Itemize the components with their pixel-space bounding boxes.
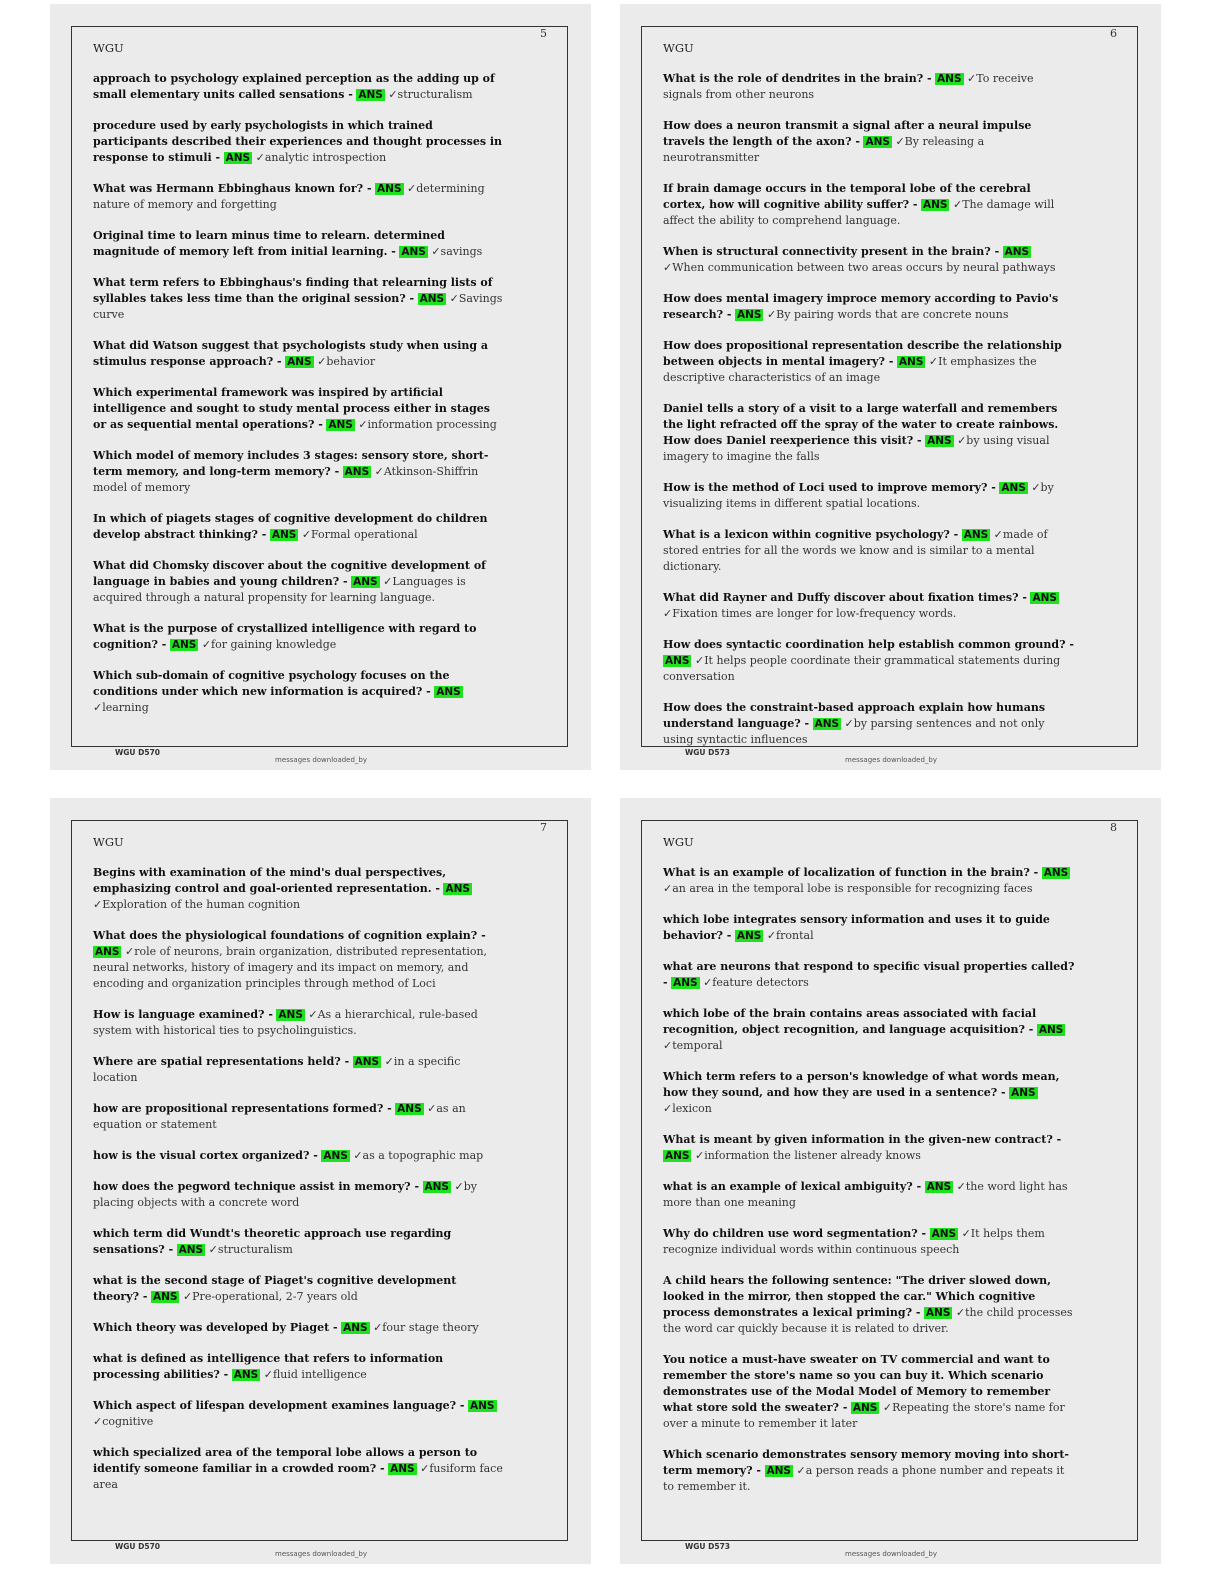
question-text: How is the method of Loci used to improve memory? - xyxy=(663,481,996,494)
qa-item xyxy=(93,511,505,543)
answer-text: ✓By pairing words that are concrete nouns xyxy=(766,308,1009,321)
answer-badge: ANS xyxy=(931,1228,957,1240)
question-text: What did Chomsky discover about the cognitive development of language in babies and young children? - xyxy=(93,559,486,588)
question-text: You notice a must-have sweater on TV commercial and want to remember the store's name so you can buy it. Which scenario demonstrates use of the Modal Model of Memory to remember what store sold the sweater? - xyxy=(663,1353,1051,1414)
answer-badge: ANS xyxy=(445,883,470,895)
answer-badge: ANS xyxy=(852,1402,878,1414)
qa-item xyxy=(663,1179,1075,1211)
qa-item xyxy=(663,865,1075,897)
qa-item xyxy=(93,558,505,606)
answer-text: ✓The damage will affect the ability to comprehend language. xyxy=(663,198,1055,227)
answer-text: ✓a person reads a phone number and repeats it to remember it. xyxy=(663,1464,1065,1493)
answer-text: ✓by parsing sentences and not only using syntactic influences xyxy=(663,717,1045,746)
answer-text: ✓information processing xyxy=(358,418,497,431)
answer-badge: ANS xyxy=(271,529,297,541)
question-text: What is a lexicon within cognitive psychology? - xyxy=(663,528,959,541)
qa-item xyxy=(93,228,505,260)
qa-item xyxy=(663,291,1075,323)
answer-text: ✓It helps people coordinate their grammatical statements during conversation xyxy=(663,654,1061,683)
answer-badge: ANS xyxy=(736,309,762,321)
qa-item xyxy=(93,1054,505,1086)
qa-item xyxy=(663,1006,1075,1054)
qa-item xyxy=(663,71,1075,103)
answer-text: ✓structuralism xyxy=(388,88,473,101)
question-text: How does propositional representation describe the relationship between objects in mental imagery? - xyxy=(663,339,1062,368)
qa-item xyxy=(93,1226,505,1258)
answer-badge: ANS xyxy=(328,419,353,431)
qa-item xyxy=(93,1273,505,1305)
answer-text: ✓analytic introspection xyxy=(255,151,387,164)
answer-badge: ANS xyxy=(766,1465,791,1477)
answer-text: ✓as a topographic map xyxy=(353,1149,484,1162)
question-text: If brain damage occurs in the temporal lobe of the cerebral cortex, how will cognitive ability suffer? - xyxy=(663,182,1031,211)
answer-badge: ANS xyxy=(401,246,426,258)
course-code-footer: WGU D573 xyxy=(685,1542,731,1551)
answer-text: ✓Repeating the store's name for over a minute to remember it later xyxy=(663,1401,1065,1430)
qa-item xyxy=(93,1007,505,1039)
qa-item xyxy=(93,181,505,213)
qa-item xyxy=(93,338,505,370)
answer-text: ✓as an equation or statement xyxy=(93,1102,466,1131)
answer-text: ✓by placing objects with a concrete word xyxy=(93,1180,477,1209)
qa-item xyxy=(663,1226,1075,1258)
answer-badge: ANS xyxy=(665,655,690,667)
qa-item xyxy=(93,928,505,992)
course-code-footer: WGU D570 xyxy=(115,748,161,757)
answer-text: ✓Savings curve xyxy=(93,292,503,321)
question-text: When is structural connectivity present in the brain? - xyxy=(663,245,1000,258)
question-text: Original time to learn minus time to relearn. determined magnitude of memory left from initial learning. - xyxy=(93,229,445,258)
question-text: how are propositional representations formed? - xyxy=(93,1102,392,1115)
question-text: A child hears the following sentence: "The driver slowed down, looked in the mirror, then stopped the car." Which cognitive process demonstrates a lexical priming? - xyxy=(663,1274,1052,1319)
qa-item xyxy=(663,590,1075,622)
qa-item xyxy=(663,1273,1075,1337)
answer-badge: ANS xyxy=(436,686,461,698)
answer-badge: ANS xyxy=(171,639,197,651)
course-code-footer: WGU D573 xyxy=(685,748,731,757)
question-text: What is the role of dendrites in the brain? - xyxy=(663,72,932,85)
answer-badge: ANS xyxy=(926,1181,952,1193)
answer-text: ✓the word light has more than one meaning xyxy=(663,1180,1068,1209)
page-header: WGU xyxy=(663,41,694,55)
answer-badge: ANS xyxy=(377,183,402,195)
answer-text: ✓By releasing a neurotransmitter xyxy=(663,135,985,164)
answer-badge: ANS xyxy=(673,977,698,989)
answer-text: ✓It emphasizes the descriptive characteristics of an image xyxy=(663,355,1037,384)
answer-badge: ANS xyxy=(923,199,948,211)
page-number: 8 xyxy=(1110,821,1117,834)
question-text: How does the constraint-based approach explain how humans understand language? - xyxy=(663,701,1046,730)
question-text: What term refers to Ebbinghaus's finding that relearning lists of syllables takes less time than the original session? - xyxy=(93,276,493,305)
question-text: Begins with examination of the mind's dual perspectives, emphasizing control and goal-oriented representation. - xyxy=(93,866,447,895)
answer-badge: ANS xyxy=(865,136,890,148)
document-page xyxy=(620,798,1161,1564)
download-watermark: messages downloaded_by xyxy=(845,1550,938,1558)
answer-text: ✓role of neurons, brain organization, distributed representation, neural networks, history of imagery and its impact on memory, and encoding and organization principles through method of Loci xyxy=(93,945,488,990)
answer-text: ✓It helps them recognize individual words within continuous speech xyxy=(663,1227,1045,1256)
answer-text: ✓by visualizing items in different spatial locations. xyxy=(663,481,1054,510)
answer-badge: ANS xyxy=(665,1150,690,1162)
qa-item xyxy=(93,1148,505,1164)
answer-badge: ANS xyxy=(278,1009,303,1021)
question-text: Which term refers to a person's knowledge of what words mean, how they sound, and how they are used in a sentence? - xyxy=(663,1070,1060,1099)
question-text: Where are spatial representations held? - xyxy=(93,1055,350,1068)
answer-badge: ANS xyxy=(1001,482,1026,494)
answer-badge: ANS xyxy=(323,1150,348,1162)
qa-item xyxy=(663,637,1075,685)
qa-item xyxy=(663,118,1075,166)
answer-badge: ANS xyxy=(354,1056,380,1068)
question-text: what is defined as intelligence that refers to information processing abilities? - xyxy=(93,1352,444,1381)
qa-item xyxy=(93,1398,505,1430)
answer-text: ✓determining nature of memory and forgetting xyxy=(93,182,485,211)
answer-badge: ANS xyxy=(963,529,989,541)
answer-badge: ANS xyxy=(344,466,370,478)
qa-item xyxy=(663,959,1075,991)
qa-item xyxy=(663,1352,1075,1432)
question-text: what is an example of lexical ambiguity? - xyxy=(663,1180,922,1193)
answer-badge: ANS xyxy=(736,930,762,942)
answer-text: ✓the child processes the word car quickly because it is related to driver. xyxy=(663,1306,1073,1335)
question-text: How does mental imagery improce memory according to Pavio's research? - xyxy=(663,292,1059,321)
answer-badge: ANS xyxy=(358,89,383,101)
answer-badge: ANS xyxy=(927,435,952,447)
answer-badge: ANS xyxy=(343,1322,368,1334)
qa-item xyxy=(663,181,1075,229)
question-text: Which experimental framework was inspired by artificial intelligence and sought to study mental process either in stages or as sequential mental operations? - xyxy=(93,386,490,431)
question-text: how does the pegword technique assist in memory? - xyxy=(93,1180,420,1193)
answer-badge: ANS xyxy=(95,946,120,958)
question-text: approach to psychology explained perception as the adding up of small elementary units called sensations - xyxy=(93,72,495,101)
qa-item xyxy=(663,527,1075,575)
download-watermark: messages downloaded_by xyxy=(845,756,938,764)
question-text: How does syntactic coordination help establish common ground? - xyxy=(663,638,1074,651)
answer-text: ✓Pre-operational, 2-7 years old xyxy=(182,1290,358,1303)
qa-item xyxy=(93,71,505,103)
qa-item xyxy=(663,244,1075,276)
answer-text: ✓four stage theory xyxy=(373,1321,479,1334)
question-text: How is language examined? - xyxy=(93,1008,273,1021)
answer-badge: ANS xyxy=(152,1291,178,1303)
question-text: In which of piagets stages of cognitive development do children develop abstract thinking? - xyxy=(93,512,488,541)
answer-badge: ANS xyxy=(390,1463,415,1475)
page-header: WGU xyxy=(93,41,124,55)
answer-text: ✓Exploration of the human cognition xyxy=(93,898,301,911)
answer-badge: ANS xyxy=(1011,1087,1036,1099)
question-text: which lobe integrates sensory information and uses it to guide behavior? - xyxy=(663,913,1050,942)
qa-item xyxy=(93,1320,505,1336)
answer-badge: ANS xyxy=(225,152,251,164)
answer-text: ✓As a hierarchical, rule-based system with historical ties to psycholinguistics. xyxy=(93,1008,478,1037)
answer-text: ✓Formal operational xyxy=(301,528,418,541)
answer-badge: ANS xyxy=(233,1369,259,1381)
answer-badge: ANS xyxy=(419,293,445,305)
answer-text: ✓lexicon xyxy=(663,1102,712,1115)
qa-item xyxy=(663,1447,1075,1495)
qa-item xyxy=(93,1179,505,1211)
answer-text: ✓temporal xyxy=(663,1039,723,1052)
answer-text: ✓structuralism xyxy=(208,1243,293,1256)
answer-text: ✓fusiform face area xyxy=(93,1462,503,1491)
qa-item xyxy=(93,118,505,166)
answer-badge: ANS xyxy=(287,356,312,368)
answer-text: ✓To receive signals from other neurons xyxy=(663,72,1034,101)
qa-list xyxy=(663,71,1075,763)
question-text: procedure used by early psychologists in which trained participants described their experiences and thought processes in response to stimuli - xyxy=(93,119,503,164)
qa-item xyxy=(663,338,1075,386)
answer-text: ✓Fixation times are longer for low-frequency words. xyxy=(663,607,957,620)
qa-item xyxy=(663,700,1075,748)
answer-text: ✓savings xyxy=(431,245,483,258)
qa-item xyxy=(93,865,505,913)
answer-text: ✓Atkinson-Shiffrin model of memory xyxy=(93,465,479,494)
page-header: WGU xyxy=(93,835,124,849)
answer-badge: ANS xyxy=(424,1181,449,1193)
answer-badge: ANS xyxy=(814,718,840,730)
qa-item xyxy=(93,1445,505,1493)
qa-item xyxy=(663,1069,1075,1117)
qa-item xyxy=(93,385,505,433)
answer-badge: ANS xyxy=(925,1307,951,1319)
qa-item xyxy=(663,1132,1075,1164)
qa-item xyxy=(663,480,1075,512)
question-text: Why do children use word segmentation? - xyxy=(663,1227,927,1240)
qa-list xyxy=(663,865,1075,1510)
qa-item xyxy=(93,448,505,496)
answer-text: ✓for gaining knowledge xyxy=(201,638,337,651)
answer-text: ✓feature detectors xyxy=(703,976,809,989)
answer-text: ✓fluid intelligence xyxy=(263,1368,367,1381)
question-text: what are neurons that respond to specific visual properties called? - xyxy=(663,960,1075,989)
question-text: Which aspect of lifespan development examines language? - xyxy=(93,1399,465,1412)
question-text: Daniel tells a story of a visit to a large waterfall and remembers the light refracted off the spray of the water to create rainbows. How does Daniel reexperience this visit? - xyxy=(663,402,1059,447)
question-text: How does a neuron transmit a signal after a neural impulse travels the length of the axon? - xyxy=(663,119,1032,148)
answer-text: ✓in a specific location xyxy=(93,1055,461,1084)
question-text: how is the visual cortex organized? - xyxy=(93,1149,318,1162)
question-text: which lobe of the brain contains areas associated with facial recognition, object recognition, and language acquisition? - xyxy=(663,1007,1037,1036)
question-text: What is an example of localization of function in the brain? - xyxy=(663,866,1039,879)
answer-badge: ANS xyxy=(353,576,378,588)
qa-item xyxy=(663,912,1075,944)
answer-badge: ANS xyxy=(397,1103,422,1115)
download-watermark: messages downloaded_by xyxy=(275,756,368,764)
qa-item xyxy=(93,621,505,653)
qa-item xyxy=(93,1101,505,1133)
answer-badge: ANS xyxy=(937,73,962,85)
answer-text: ✓learning xyxy=(93,701,149,714)
page-number: 7 xyxy=(540,821,547,834)
answer-badge: ANS xyxy=(1032,592,1057,604)
question-text: what is the second stage of Piaget's cognitive development theory? - xyxy=(93,1274,457,1303)
answer-text: ✓an area in the temporal lobe is responsible for recognizing faces xyxy=(663,882,1033,895)
download-watermark: messages downloaded_by xyxy=(275,1550,368,1558)
document-page xyxy=(620,4,1161,770)
answer-text: ✓frontal xyxy=(766,929,814,942)
qa-item xyxy=(663,401,1075,465)
answer-badge: ANS xyxy=(178,1244,204,1256)
question-text: What did Rayner and Duffy discover about fixation times? - xyxy=(663,591,1027,604)
question-text: Which theory was developed by Piaget - xyxy=(93,1321,338,1334)
qa-item xyxy=(93,668,505,716)
answer-badge: ANS xyxy=(1038,1024,1064,1036)
document-page xyxy=(50,4,591,770)
qa-list xyxy=(93,71,505,731)
answer-text: ✓made of stored entries for all the words we know and is similar to a mental dictionary. xyxy=(663,528,1048,573)
page-number: 6 xyxy=(1110,27,1117,40)
question-text: Which model of memory includes 3 stages: sensory store, short-term memory, and long-term memory? - xyxy=(93,449,489,478)
question-text: What is the purpose of crystallized intelligence with regard to cognition? - xyxy=(93,622,477,651)
answer-badge: ANS xyxy=(1043,867,1069,879)
answer-text: ✓Languages is acquired through a natural propensity for learning language. xyxy=(93,575,466,604)
page-number: 5 xyxy=(540,27,547,40)
answer-text: ✓When communication between two areas occurs by neural pathways xyxy=(663,261,1056,274)
answer-badge: ANS xyxy=(1004,246,1030,258)
question-text: What is meant by given information in the given-new contract? - xyxy=(663,1133,1062,1146)
question-text: What did Watson suggest that psychologists study when using a stimulus response approach? - xyxy=(93,339,489,368)
question-text: which specialized area of the temporal lobe allows a person to identify someone familiar in a crowded room? - xyxy=(93,1446,478,1475)
page-header: WGU xyxy=(663,835,694,849)
answer-text: ✓by using visual imagery to imagine the falls xyxy=(663,434,1050,463)
question-text: What was Hermann Ebbinghaus known for? - xyxy=(93,182,372,195)
qa-item xyxy=(93,1351,505,1383)
answer-text: ✓cognitive xyxy=(93,1415,154,1428)
document-page xyxy=(50,798,591,1564)
answer-text: ✓information the listener already knows xyxy=(694,1149,921,1162)
question-text: Which scenario demonstrates sensory memory moving into short-term memory? - xyxy=(663,1448,1069,1477)
question-text: What does the physiological foundations of cognition explain? - xyxy=(93,929,486,942)
answer-badge: ANS xyxy=(470,1400,495,1412)
question-text: Which sub-domain of cognitive psychology focuses on the conditions under which new information is acquired? - xyxy=(93,669,450,698)
qa-item xyxy=(93,275,505,323)
question-text: which term did Wundt's theoretic approach use regarding sensations? - xyxy=(93,1227,452,1256)
course-code-footer: WGU D570 xyxy=(115,1542,161,1551)
answer-badge: ANS xyxy=(898,356,924,368)
answer-text: ✓behavior xyxy=(317,355,376,368)
qa-list xyxy=(93,865,505,1508)
